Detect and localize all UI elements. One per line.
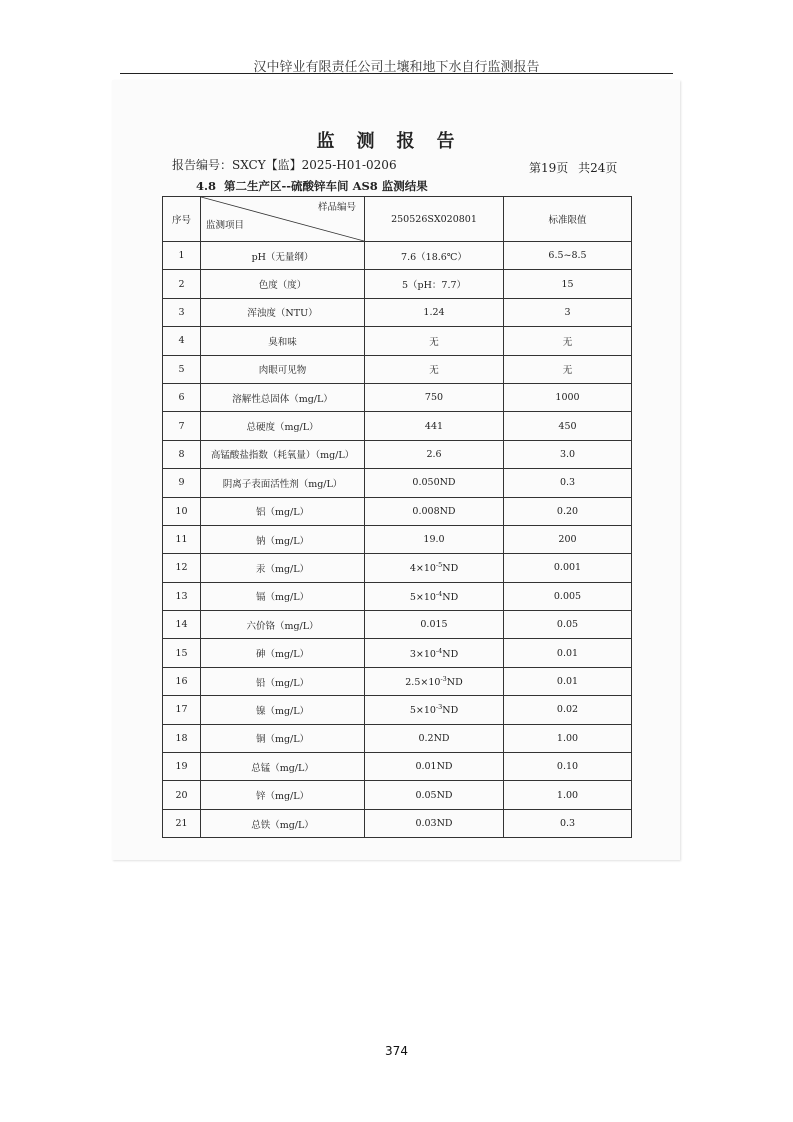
row-value — [365, 554, 504, 582]
row-item: 汞（mg/L） — [201, 554, 365, 582]
row-number: 16 — [163, 667, 201, 695]
row-number: 7 — [163, 412, 201, 440]
value-exponent: -4 — [435, 646, 443, 655]
table-row — [163, 639, 632, 667]
row-value: 0.050ND — [365, 469, 504, 497]
table-row — [163, 809, 632, 837]
header-limit: 标准限值 — [504, 197, 632, 242]
row-value — [365, 696, 504, 724]
value-suffix: ND — [442, 705, 459, 717]
row-number: 8 — [163, 440, 201, 468]
row-limit: 0.10 — [504, 753, 632, 781]
row-limit: 无 — [504, 355, 632, 383]
row-item: 溶解性总固体（mg/L） — [201, 383, 365, 411]
table-row — [163, 667, 632, 695]
row-number: 19 — [163, 753, 201, 781]
value-base: 3×10 — [409, 648, 436, 660]
row-value: 0.015 — [365, 611, 504, 639]
row-value: 441 — [365, 412, 504, 440]
row-number: 2 — [163, 270, 201, 298]
row-item: 高锰酸盐指数（耗氧量）（mg/L） — [201, 440, 365, 468]
table-row — [163, 270, 632, 298]
row-value: 7.6（18.6℃） — [365, 242, 504, 270]
results-table — [162, 196, 632, 838]
page-number: 374 — [385, 1044, 408, 1058]
row-value — [365, 582, 504, 610]
header-diagonal-cell — [201, 197, 365, 242]
header-item: 监测项目 — [206, 220, 245, 231]
value-exponent: -5 — [435, 561, 443, 570]
row-limit: 0.3 — [504, 469, 632, 497]
table-row — [163, 781, 632, 809]
table-row — [163, 554, 632, 582]
row-item: 钠（mg/L） — [201, 525, 365, 553]
row-item: 铜（mg/L） — [201, 724, 365, 752]
row-number: 11 — [163, 525, 201, 553]
row-limit: 无 — [504, 327, 632, 355]
row-limit: 0.02 — [504, 696, 632, 724]
row-number: 3 — [163, 298, 201, 326]
row-limit: 0.20 — [504, 497, 632, 525]
row-item: 六价铬（mg/L） — [201, 611, 365, 639]
row-number: 18 — [163, 724, 201, 752]
header-seq: 序号 — [163, 197, 201, 242]
value-suffix: ND — [442, 591, 459, 603]
row-item: 浑浊度（NTU） — [201, 298, 365, 326]
table-row — [163, 412, 632, 440]
section-title: 第二生产区--硫酸锌车间 AS8 监测结果 — [224, 179, 428, 193]
row-limit: 0.05 — [504, 611, 632, 639]
row-value: 0.01ND — [365, 753, 504, 781]
table-row — [163, 242, 632, 270]
row-item: 铅（mg/L） — [201, 667, 365, 695]
row-limit: 450 — [504, 412, 632, 440]
value-exponent: -4 — [435, 589, 443, 598]
table-row — [163, 469, 632, 497]
header-rule — [120, 73, 673, 74]
value-base: 4×10 — [409, 563, 436, 575]
table-row — [163, 497, 632, 525]
table-row — [163, 298, 632, 326]
row-number: 14 — [163, 611, 201, 639]
row-value: 0.03ND — [365, 809, 504, 837]
row-item: pH（无量纲） — [201, 242, 365, 270]
row-number: 6 — [163, 383, 201, 411]
table-row — [163, 525, 632, 553]
table-row — [163, 611, 632, 639]
row-value: 750 — [365, 383, 504, 411]
section-heading — [196, 178, 428, 194]
row-value — [365, 639, 504, 667]
row-number: 5 — [163, 355, 201, 383]
row-value: 0.008ND — [365, 497, 504, 525]
table-row — [163, 440, 632, 468]
row-limit: 0.01 — [504, 667, 632, 695]
row-limit: 0.001 — [504, 554, 632, 582]
row-number: 20 — [163, 781, 201, 809]
table-header-row — [163, 197, 632, 242]
row-item: 铝（mg/L） — [201, 497, 365, 525]
row-limit: 1.00 — [504, 724, 632, 752]
table-row — [163, 696, 632, 724]
row-limit: 15 — [504, 270, 632, 298]
row-limit: 1.00 — [504, 781, 632, 809]
table-row — [163, 383, 632, 411]
row-limit: 6.5~8.5 — [504, 242, 632, 270]
table-row — [163, 327, 632, 355]
value-base: 5×10 — [409, 705, 436, 717]
row-item: 锌（mg/L） — [201, 781, 365, 809]
row-limit: 0.3 — [504, 809, 632, 837]
row-item: 砷（mg/L） — [201, 639, 365, 667]
row-item: 肉眼可见物 — [201, 355, 365, 383]
header-sample-number: 250526SX020801 — [365, 197, 504, 242]
value-base: 5×10 — [409, 591, 436, 603]
row-number: 13 — [163, 582, 201, 610]
row-value: 19.0 — [365, 525, 504, 553]
report-number: 报告编号：SXCY【监】2025-H01-0206 — [172, 158, 397, 172]
section-number: 4.8 — [196, 179, 217, 193]
row-limit: 200 — [504, 525, 632, 553]
page-count: 第19页 共24页 — [529, 161, 618, 175]
row-item: 总硬度（mg/L） — [201, 412, 365, 440]
row-limit: 3.0 — [504, 440, 632, 468]
row-number: 21 — [163, 809, 201, 837]
value-exponent: -3 — [435, 703, 443, 712]
row-limit: 1000 — [504, 383, 632, 411]
table-row — [163, 582, 632, 610]
header-sample-id: 样品编号 — [317, 202, 356, 213]
row-item: 镉（mg/L） — [201, 582, 365, 610]
row-number: 1 — [163, 242, 201, 270]
row-item: 阴离子表面活性剂（mg/L） — [201, 469, 365, 497]
running-header: 汉中锌业有限责任公司土壤和地下水自行监测报告 — [253, 60, 540, 75]
row-number: 4 — [163, 327, 201, 355]
value-exponent: -3 — [440, 674, 447, 683]
row-value: 5（pH：7.7） — [365, 270, 504, 298]
row-number: 9 — [163, 469, 201, 497]
row-number: 15 — [163, 639, 201, 667]
row-item: 色度（度） — [201, 270, 365, 298]
row-value — [365, 667, 504, 695]
row-number: 10 — [163, 497, 201, 525]
value-base: 2.5×10 — [405, 677, 441, 689]
report-title: 监测报告 — [316, 131, 477, 152]
row-value: 1.24 — [365, 298, 504, 326]
value-suffix: ND — [446, 677, 463, 689]
row-value: 无 — [365, 327, 504, 355]
row-limit: 3 — [504, 298, 632, 326]
row-number: 12 — [163, 554, 201, 582]
row-item: 臭和味 — [201, 327, 365, 355]
value-suffix: ND — [442, 648, 459, 660]
row-limit: 0.005 — [504, 582, 632, 610]
row-value: 0.05ND — [365, 781, 504, 809]
table-row — [163, 753, 632, 781]
row-limit: 0.01 — [504, 639, 632, 667]
row-value: 2.6 — [365, 440, 504, 468]
table-row — [163, 355, 632, 383]
row-item: 总铁（mg/L） — [201, 809, 365, 837]
row-item: 镍（mg/L） — [201, 696, 365, 724]
row-value: 无 — [365, 355, 504, 383]
value-suffix: ND — [442, 563, 459, 575]
row-item: 总锰（mg/L） — [201, 753, 365, 781]
row-number: 17 — [163, 696, 201, 724]
row-value: 0.2ND — [365, 724, 504, 752]
table-row — [163, 724, 632, 752]
